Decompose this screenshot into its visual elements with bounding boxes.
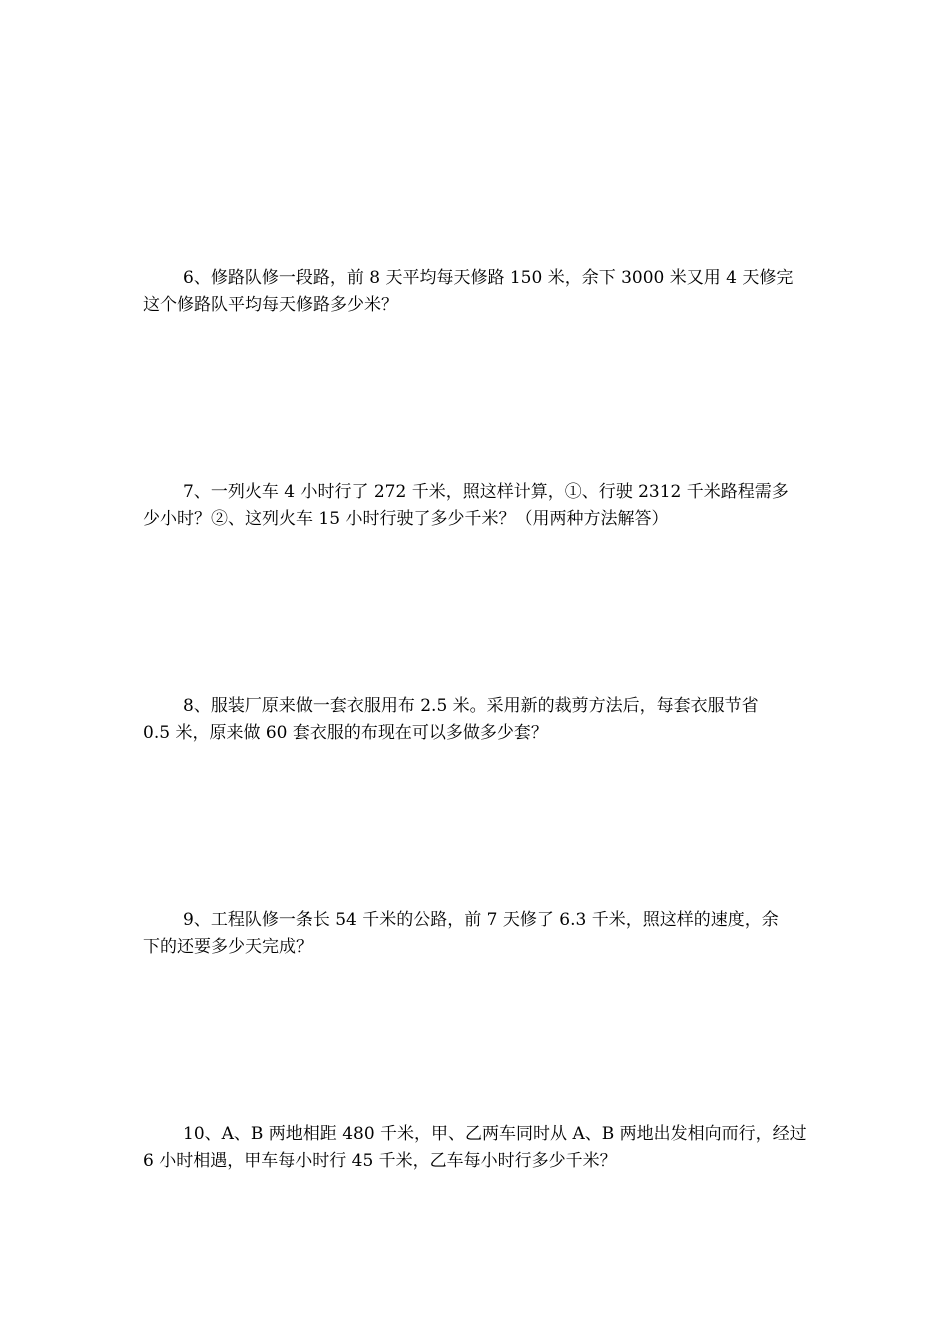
problem-8-line-2: 0.5 米，原来做 60 套衣服的布现在可以多做多少套？ [143, 723, 548, 743]
word-problem-10 [143, 1121, 808, 1175]
problem-9-line-1: 9、工程队修一条长 54 千米的公路，前 7 天修了 6.3 千米，照这样的速度，余 [183, 910, 779, 930]
problem-10-line-1: 10、A、B 两地相距 480 千米，甲、乙两车同时从 A、B 两地出发相向而行，经过 [183, 1124, 807, 1144]
word-problem-8 [143, 693, 808, 747]
problem-9-line-2: 下的还要多少天完成？ [143, 937, 313, 957]
problem-6-line-2: 这个修路队平均每天修路多少米？ [143, 295, 398, 315]
problem-10-line-2: 6 小时相遇，甲车每小时行 45 千米，乙车每小时行多少千米？ [143, 1151, 617, 1171]
word-problem-9 [143, 907, 808, 961]
problem-7-line-1: 7、一列火车 4 小时行了 272 千米，照这样计算，①、行驶 2312 千米路程需多 [183, 482, 789, 502]
word-problem-6 [143, 265, 808, 319]
problem-7-line-2: 少小时？②、这列火车 15 小时行驶了多少千米？（用两种方法解答） [143, 509, 669, 529]
word-problem-7 [143, 479, 808, 533]
problem-6-line-1: 6、修路队修一段路，前 8 天平均每天修路 150 米，余下 3000 米又用 4 天修完 [183, 268, 794, 288]
problem-8-line-1: 8、服装厂原来做一套衣服用布 2.5 米。采用新的裁剪方法后，每套衣服节省 [183, 696, 759, 716]
